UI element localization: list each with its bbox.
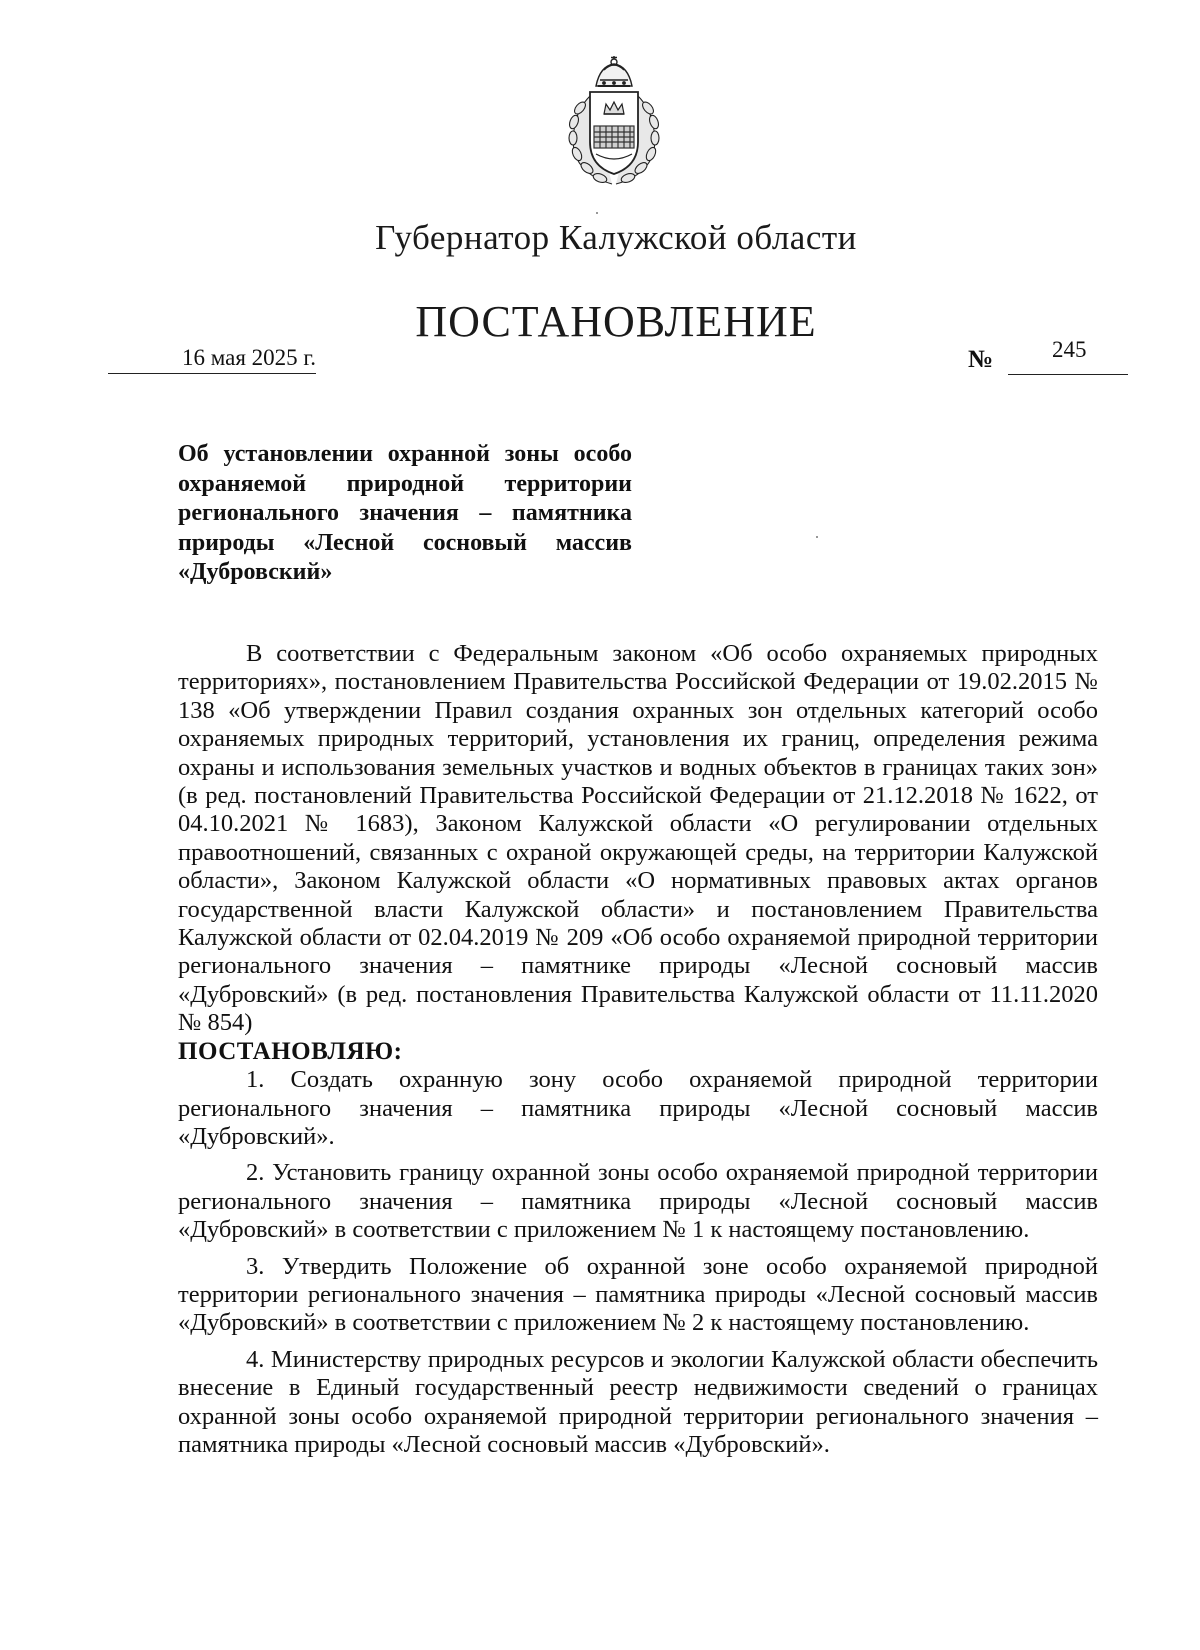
subject-line: природы «Лесной сосновый массив [178,529,632,556]
decree-word: ПОСТАНОВЛЯЮ: [178,1037,403,1065]
kaluga-coat-of-arms-icon [560,56,668,188]
number-sign: № [968,346,994,373]
subject-line: Об установлении охранной зоны особо [178,441,632,467]
scan-speck [596,212,598,214]
scan-speck [816,536,818,538]
decree-item: 4. Министерству природных ресурсов и экологии Калужской области обеспечить внесение в Единый государственный реестр недвижимости сведений о границах охранной зоны особо охраняемой природной территории регионального значения – памятника природы «Лесной сосновый массив «Дубровский». [178,1345,1098,1458]
document-date: 16 мая 2025 г. [108,345,316,374]
document-body [178,640,1098,1467]
document-number: 245 [1052,337,1087,362]
document-subject [178,440,632,588]
document-number-block [968,337,1128,374]
preamble-paragraph: В соответствии с Федеральным законом «Об особо охраняемых природных территориях», постановлением Правительства Российской Федерации от 19.02.2015 № 138 «Об утверждении Правил создания охранных зон отдельных категорий особо охраняемых природных территорий, установления их границ, определения режима охраны и использования земельных участков и водных объектов в границах таких зон» (в ред. постановлений Правительства Российской Федерации от 21.12.2018 № 1622, от 04.10.2021 № 1683), Законом Калужской области «О регулировании отдельных правоотношений, связанных с охраной окружающей среды, на территории Калужской области», Законом Калужской области «О нормативных правовых актах органов государственной власти Калужской области» и постановлением Правительства Калужской области от 02.04.2019 № 209 «Об особо охраняемой природной территории регионального значения – памятнике природы «Лесной сосновый массив «Дубровский» (в ред. постановления Правительства Калужской области от 11.11.2020 № 854) [178,640,1098,1037]
decree-item: 3. Утвердить Положение об охранной зоне особо охраняемой природной территории регионального значения – памятника природы «Лесной сосновый массив «Дубровский» в соответствии с приложением № 2 к настоящему постановлению. [178,1252,1098,1337]
decree-item: 1. Создать охранную зону особо охраняемой природной территории регионального значения – памятника природы «Лесной сосновый массив «Дубровский». [178,1066,1098,1150]
subject-line: регионального значения – памятника [178,500,632,526]
issuing-authority: Губернатор Калужской области [375,218,857,257]
document-type-title: ПОСТАНОВЛЕНИЕ [415,297,817,346]
decree-item: 2. Установить границу охранной зоны особо охраняемой природной территории регионального значения – памятника природы «Лесной сосновый массив «Дубровский» в соответствии с приложением № 1 к настоящему постановлению. [178,1159,1098,1244]
number-underline [1008,374,1128,375]
subject-line: охраняемой природной территории [178,470,632,497]
subject-line: «Дубровский» [178,559,333,585]
